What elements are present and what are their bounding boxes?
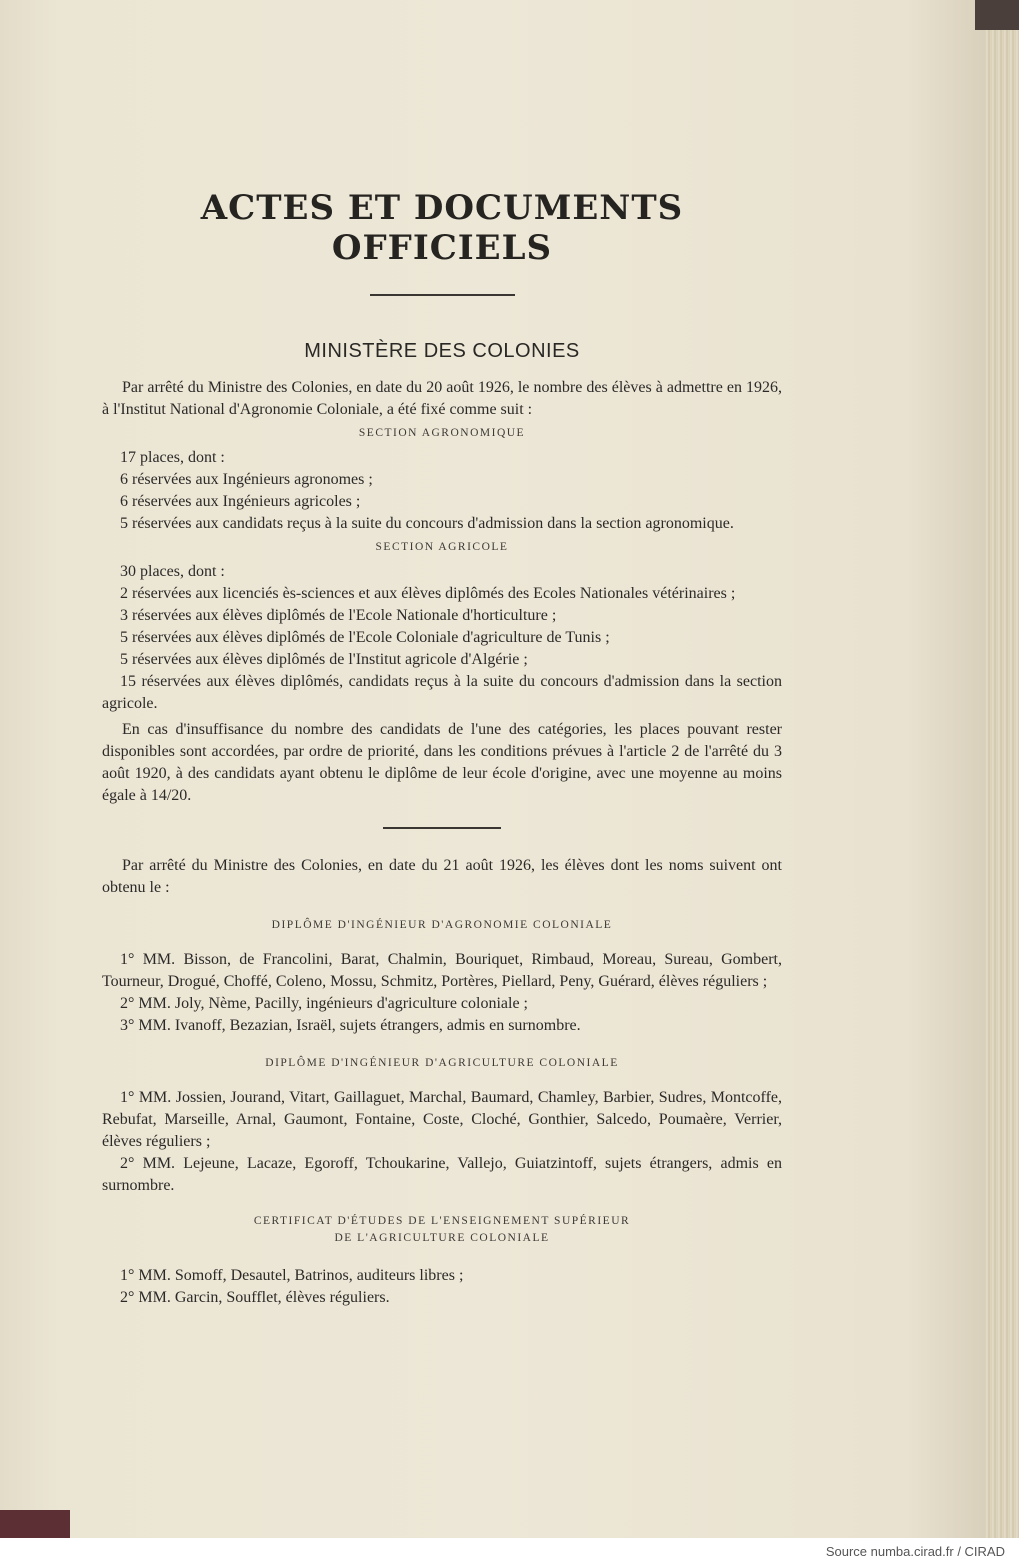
list-item: 15 réservées aux élèves diplômés, candidats reçus à la suite du concours d'admission dans la section agricole. (102, 673, 782, 712)
list-item: 2° MM. Lejeune, Lacaze, Egoroff, Tchoukarine, Vallejo, Guiatzintoff, sujets étrangers, admis en surnombre. (102, 1155, 782, 1194)
ministry-heading: MINISTÈRE DES COLONIES (304, 340, 580, 362)
document-title: ACTES ET DOCUMENTS OFFICIELS (200, 188, 684, 268)
list-item: 2° MM. Joly, Nème, Pacilly, ingénieurs d'agriculture coloniale ; (120, 995, 528, 1012)
list-item: 5 réservées aux candidats reçus à la suite du concours d'admission dans la section agronomique. (120, 515, 734, 532)
section-agronomique-heading: SECTION AGRONOMIQUE (358, 427, 526, 439)
list-item: 17 places, dont : (120, 449, 225, 466)
certificat-heading-line1: CERTIFICAT D'ÉTUDES DE L'ENSEIGNEMENT SUPÉRIEUR (253, 1215, 631, 1227)
list-item: 1° MM. Somoff, Desautel, Batrinos, auditeurs libres ; (120, 1267, 464, 1284)
list-item: 1° MM. Bisson, de Francolini, Barat, Chalmin, Bouriquet, Rimbaud, Moreau, Sureau, Gombert, Tourneur, Drogué, Choffé, Coleno, Mossu, Schmitz, Portères, Piellard, Peny, Guérard, élèves réguliers ; (102, 951, 782, 990)
title-divider (370, 294, 515, 296)
second-arrete-paragraph: Par arrêté du Ministre des Colonies, en date du 21 août 1926, les élèves dont les noms suivent ont obtenu le : (102, 857, 782, 896)
section-agricole-list (102, 561, 782, 715)
book-page-edges (985, 22, 1019, 1538)
source-credit: Source numba.cirad.fr / CIRAD (825, 1544, 1005, 1559)
book-binding (0, 1510, 70, 1538)
list-item: 5 réservées aux élèves diplômés de l'Institut agricole d'Algérie ; (120, 651, 528, 668)
list-item: 30 places, dont : (120, 563, 225, 580)
diplome-agriculture-list (102, 1087, 782, 1197)
list-item: 1° MM. Jossien, Jourand, Vitart, Gaillaguet, Marchal, Baumard, Chamley, Barbier, Sudres, Montcoffe, Rebufat, Marseille, Arnal, Gaumont, Fontaine, Coste, Cloché, Gonthier, Salcedo, Poumaère, Verrier, élèves réguliers ; (102, 1089, 782, 1150)
intro-paragraph: Par arrêté du Ministre des Colonies, en date du 20 août 1926, le nombre des élèves à admettre en 1926, à l'Institut National d'Agronomie Coloniale, a été fixé comme suit : (102, 379, 782, 418)
section-agricole-heading: SECTION AGRICOLE (375, 541, 509, 553)
document-content (102, 180, 782, 1309)
certificat-list (102, 1265, 782, 1309)
section-divider (383, 827, 501, 829)
list-item: 6 réservées aux Ingénieurs agronomes ; (120, 471, 373, 488)
list-item: 2 réservées aux licenciés ès-sciences et aux élèves diplômés des Ecoles Nationales vétérinaires ; (120, 585, 736, 602)
diplome-agronomie-list (102, 949, 782, 1037)
diplome-agriculture-heading: DIPLÔME D'INGÉNIEUR D'AGRICULTURE COLONIALE (265, 1057, 619, 1069)
diplome-agronomie-heading: DIPLÔME D'INGÉNIEUR D'AGRONOMIE COLONIALE (271, 919, 613, 931)
insuffisance-paragraph: En cas d'insuffisance du nombre des candidats de l'une des catégories, les places pouvant rester disponibles sont accordées, par ordre de priorité, dans les conditions prévues à l'article 2 de l'arrêté du 3 août 1920, à des candidats ayant obtenu le diplôme de leur école d'origine, avec une moyenne au moins égale à 14/20. (102, 721, 782, 804)
list-item: 2° MM. Garcin, Soufflet, élèves réguliers. (120, 1289, 390, 1306)
list-item: 6 réservées aux Ingénieurs agricoles ; (120, 493, 361, 510)
book-top-shadow (975, 0, 1019, 30)
certificat-heading-line2: DE L'AGRICULTURE COLONIALE (334, 1232, 550, 1244)
certificat-heading (102, 1213, 782, 1247)
section-agronomique-list (102, 447, 782, 535)
list-item: 5 réservées aux élèves diplômés de l'Ecole Coloniale d'agriculture de Tunis ; (120, 629, 610, 646)
list-item: 3° MM. Ivanoff, Bezazian, Israël, sujets étrangers, admis en surnombre. (120, 1017, 581, 1034)
list-item: 3 réservées aux élèves diplômés de l'Ecole Nationale d'horticulture ; (120, 607, 557, 624)
